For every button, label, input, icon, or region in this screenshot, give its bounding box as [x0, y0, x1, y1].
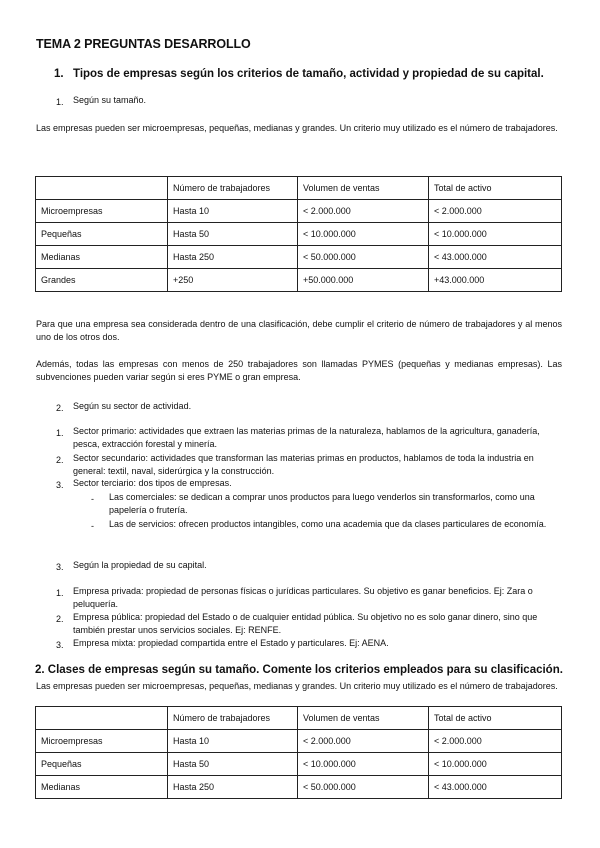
list-item: Sector terciario: dos tipos de empresas.	[73, 478, 232, 488]
table-cell: Microempresas	[36, 730, 168, 753]
table-row	[36, 753, 562, 776]
s2-heading: Según su sector de actividad.	[73, 401, 192, 411]
table-header-cell	[36, 177, 168, 200]
list-item-number: 3.	[56, 640, 64, 650]
table-cell: < 2.000.000	[298, 200, 429, 223]
table-header-cell: Volumen de ventas	[298, 707, 429, 730]
table-header-cell: Total de activo	[429, 177, 562, 200]
q2-heading: 2. Clases de empresas según su tamaño. Comente los criterios empleados para su clasificación.	[35, 664, 563, 676]
list-item-number: 3.	[56, 480, 64, 490]
q1-heading: Tipos de empresas según los criterios de tamaño, actividad y propiedad de su capital.	[73, 68, 544, 80]
table-cell: Hasta 10	[168, 730, 298, 753]
table-row	[36, 246, 562, 269]
list-item: Empresa privada: propiedad de personas físicas o jurídicas particulares. Su objetivo es ganar beneficios. Ej: Zara o peluquería.	[73, 586, 533, 609]
table-cell: Microempresas	[36, 200, 168, 223]
table-cell: < 50.000.000	[298, 776, 429, 799]
table-cell: < 2.000.000	[429, 200, 562, 223]
table-cell: Medianas	[36, 246, 168, 269]
s3-number: 3.	[56, 562, 64, 572]
s3-heading: Según la propiedad de su capital.	[73, 560, 207, 570]
table-cell: Hasta 50	[168, 223, 298, 246]
table-cell: < 50.000.000	[298, 246, 429, 269]
list-item: Las de servicios: ofrecen productos intangibles, como una academia que da clases particulares de economía.	[109, 519, 547, 529]
q1-paragraph-3: Además, todas las empresas con menos de 250 trabajadores son llamadas PYMES (pequeñas y medianas empresas). Las subvenciones pueden variar según si eres PYME o gran empresa.	[36, 359, 562, 382]
q1-paragraph-2: Para que una empresa sea considerada dentro de una clasificación, debe cumplir el criterio de número de trabajadores y al menos uno de los otros dos.	[36, 319, 562, 342]
table-row	[36, 776, 562, 799]
bullet-dash: -	[91, 494, 94, 504]
table-cell: < 43.000.000	[429, 776, 562, 799]
table-header-cell: Número de trabajadores	[168, 707, 298, 730]
list-item-number: 1.	[56, 428, 64, 438]
s1-number: 1.	[56, 97, 64, 107]
list-item-number: 1.	[56, 588, 64, 598]
s2-number: 2.	[56, 403, 64, 413]
list-item-number: 2.	[56, 455, 64, 465]
table-cell: Hasta 250	[168, 246, 298, 269]
table-header-cell: Número de trabajadores	[168, 177, 298, 200]
list-item: Empresa mixta: propiedad compartida entre el Estado y particulares. Ej: AENA.	[73, 638, 389, 648]
table-row	[36, 200, 562, 223]
document-title: TEMA 2 PREGUNTAS DESARROLLO	[36, 37, 251, 51]
q1-number: 1.	[54, 68, 64, 80]
table-header-cell: Volumen de ventas	[298, 177, 429, 200]
table-cell: < 10.000.000	[298, 223, 429, 246]
q2-paragraph-1: Las empresas pueden ser microempresas, pequeñas, medianas y grandes. Un criterio muy utilizado es el número de trabajadores.	[36, 681, 558, 691]
bullet-dash: -	[91, 521, 94, 531]
table-cell: Pequeñas	[36, 223, 168, 246]
table-cell: < 10.000.000	[429, 753, 562, 776]
table-cell: < 10.000.000	[429, 223, 562, 246]
table-cell: < 2.000.000	[429, 730, 562, 753]
list-item-number: 2.	[56, 614, 64, 624]
table-header-row	[36, 707, 562, 730]
table-cell: Hasta 10	[168, 200, 298, 223]
list-item: Las comerciales: se dedican a comprar unos productos para luego venderlos sin transformarlos, como una papelería o frutería.	[109, 492, 535, 515]
table-cell: Grandes	[36, 269, 168, 292]
table-cell: +50.000.000	[298, 269, 429, 292]
table-cell: +43.000.000	[429, 269, 562, 292]
table-header-cell	[36, 707, 168, 730]
list-item: Sector primario: actividades que extraen las materias primas de la naturaleza, hablamos de la agricultura, ganadería, pesca, extracción forestal y minería.	[73, 426, 540, 449]
s1-heading: Según su tamaño.	[73, 95, 147, 105]
table-cell: Pequeñas	[36, 753, 168, 776]
table-cell: < 2.000.000	[298, 730, 429, 753]
table-cell: < 10.000.000	[298, 753, 429, 776]
list-item: Empresa pública: propiedad del Estado o de cualquier entidad pública. Su objetivo no es solo ganar dinero, sino que también prestar unos servicios sociales. Ej: RENFE.	[73, 612, 538, 635]
size-table-1	[35, 176, 562, 292]
table-row	[36, 269, 562, 292]
table-row	[36, 730, 562, 753]
q1-paragraph-1: Las empresas pueden ser microempresas, pequeñas, medianas y grandes. Un criterio muy utilizado es el número de trabajadores.	[36, 123, 558, 133]
table-header-cell: Total de activo	[429, 707, 562, 730]
table-cell: < 43.000.000	[429, 246, 562, 269]
table-cell: Hasta 250	[168, 776, 298, 799]
size-table-2	[35, 706, 562, 799]
list-item: Sector secundario: actividades que transforman las materias primas en productos, hablamos de toda la industria en general: textil, naval, siderúrgica y la construcción.	[73, 453, 534, 476]
table-cell: +250	[168, 269, 298, 292]
table-cell: Hasta 50	[168, 753, 298, 776]
table-cell: Medianas	[36, 776, 168, 799]
table-header-row	[36, 177, 562, 200]
table-row	[36, 223, 562, 246]
